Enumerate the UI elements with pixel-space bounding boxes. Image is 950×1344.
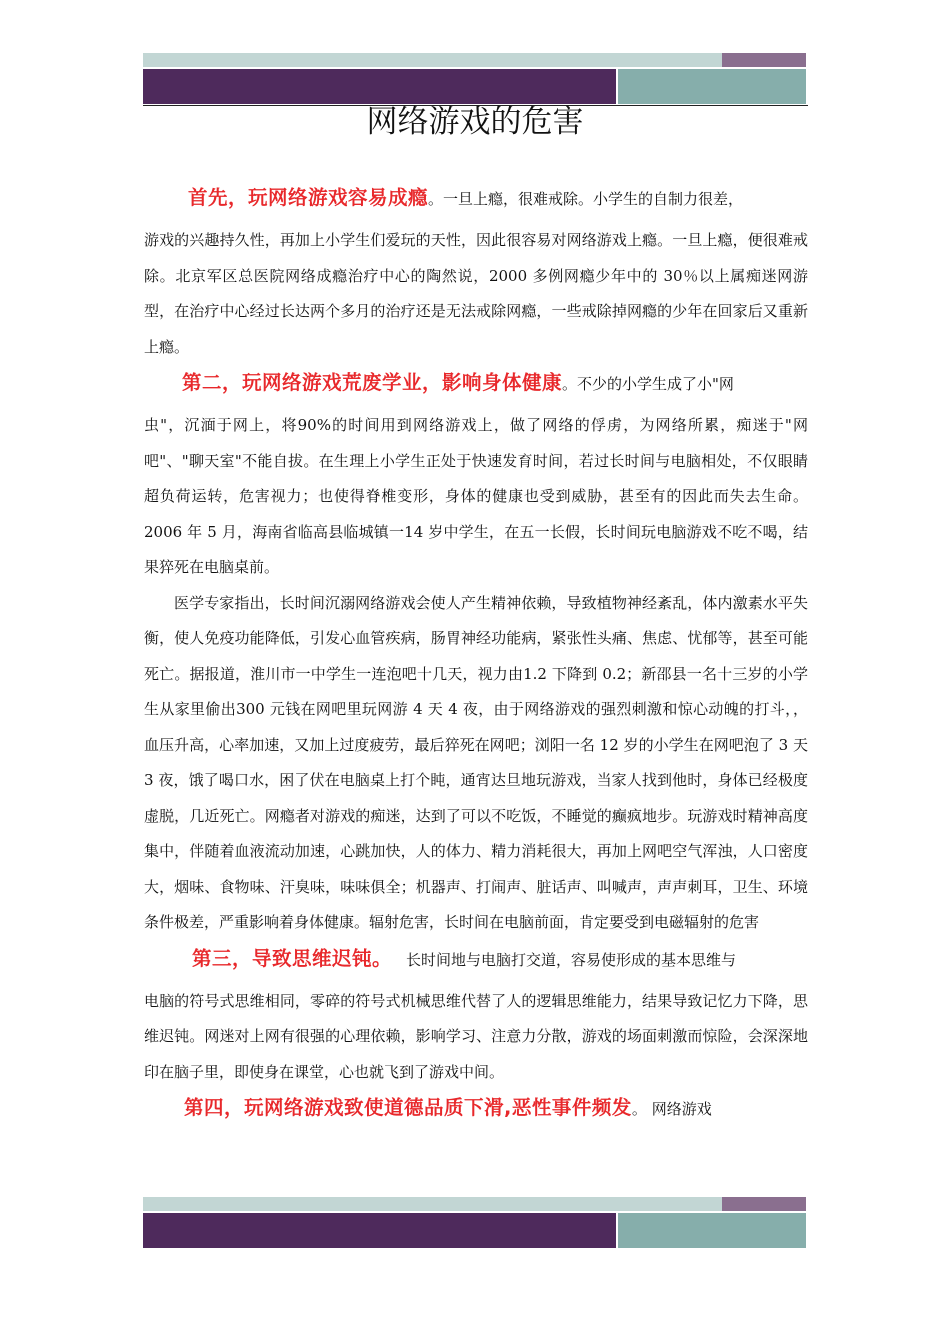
section-1-lead xyxy=(144,180,808,217)
section-2-lead-text: 。不少的小学生成了小"网 xyxy=(562,375,734,393)
footer-bar-light xyxy=(143,1197,722,1211)
section-1-body: 游戏的兴趣持久性，再加上小学生们爱玩的天性，因此很容易对网络游戏上瘾。一旦上瘾，便很难戒除。北京军区总医院网络成瘾治疗中心的陶然说，2000 多例网瘾少年中的 30％以上属痴迷网游型，在治疗中心经过长达两个多月的治疗还是无法戒除网瘾，一些戒除掉网瘾的少年在回家后又重新上瘾。 xyxy=(144,231,808,356)
section-3-lead xyxy=(144,941,808,978)
document-body xyxy=(144,180,808,1127)
page-title: 网络游戏的危害 xyxy=(366,104,584,140)
section-4-heading: 第四，玩网络游戏致使道德品质下滑,恶性事件频发 xyxy=(184,1096,632,1119)
section-1-heading: 首先，玩网络游戏容易成瘾 xyxy=(188,186,429,209)
header-bar-light xyxy=(143,53,722,67)
header-bar-mauve xyxy=(722,53,806,67)
section-2-heading: 第二，玩网络游戏荒废学业，影响身体健康 xyxy=(182,371,563,394)
section-1-lead-text: 。一旦上瘾，很难戒除。小学生的自制力很差， xyxy=(428,190,744,208)
section-4-lead xyxy=(144,1090,808,1127)
section-3-heading: 第三，导致思维迟钝。 xyxy=(192,946,393,970)
section-2-extra: 医学专家指出，长时间沉溺网络游戏会使人产生精神依赖，导致植物神经紊乱，体内激素水平失衡，使人免疫功能降低，引发心血管疾病，肠胃神经功能病，紧张性头痛、焦虑、忧郁等，甚至可能死亡。据报道，淮川市一中学生一连泡吧十几天，视力由1.2 下降到 0.2；新邵县一名十三岁的小学生从家里偷出300 元钱在网吧里玩网游 4 天 4 夜，由于网络游戏的强烈刺激和惊心动魄的打斗，，血压升高，心率加速，又加上过度疲劳，最后猝死在网吧；浏阳一名 12 岁的小学生在网吧泡了 3 天 3 夜，饿了喝口水，困了伏在电脑桌上打个盹，通宵达旦地玩游戏，当家人找到他时，身体已经极度虚脱，几近死亡。网瘾者对游戏的痴迷，达到了可以不吃饭，不睡觉的癫疯地步。玩游戏时精神高度集中，伴随着血液流动加速，心跳加快，人的体力、精力消耗很大，再加上网吧空气浑浊，人口密度大，烟味、食物味、汗臭味，味味俱全；机器声、打闹声、脏话声、叫喊声，声声刺耳，卫生、环境条件极差，严重影响着身体健康。辐射危害，长时间在电脑前面，肯定要受到电磁辐射的危害 xyxy=(144,593,808,931)
section-3-body: 电脑的符号式思维相同，零碎的符号式机械思维代替了人的逻辑思维能力，结果导致记忆力下降，思维迟钝。网迷对上网有很强的心理依赖，影响学习、注意力分散，游戏的场面刺激而惊险，会深深地印在脑子里，即使身在课堂，心也就飞到了游戏中间。 xyxy=(144,991,808,1081)
section-2-lead xyxy=(144,365,808,402)
footer-bar-purple xyxy=(143,1213,616,1248)
section-3-lead-text: 长时间地与电脑打交道，容易使形成的基本思维与 xyxy=(406,950,737,969)
section-2-body: 虫"，沉湎于网上，将90%的时间用到网络游戏上，做了网络的俘虏，为网络所累，痴迷于"网吧"、"聊天室"不能自拔。在生理上小学生正处于快速发育时间，若过长时间与电脑相处，不仅眼睛超负荷运转，危害视力；也使得脊椎变形，身体的健康也受到威胁，甚至有的因此而失去生命。2006 年 5 月，海南省临高县临城镇一14 岁中学生，在五一长假，长时间玩电脑游戏不吃不喝，结果猝死在电脑桌前。 xyxy=(144,416,808,576)
footer-bar-teal xyxy=(618,1213,806,1248)
section-4-lead-text: 。 网络游戏 xyxy=(631,1100,712,1118)
footer-bar-mauve xyxy=(722,1197,806,1211)
